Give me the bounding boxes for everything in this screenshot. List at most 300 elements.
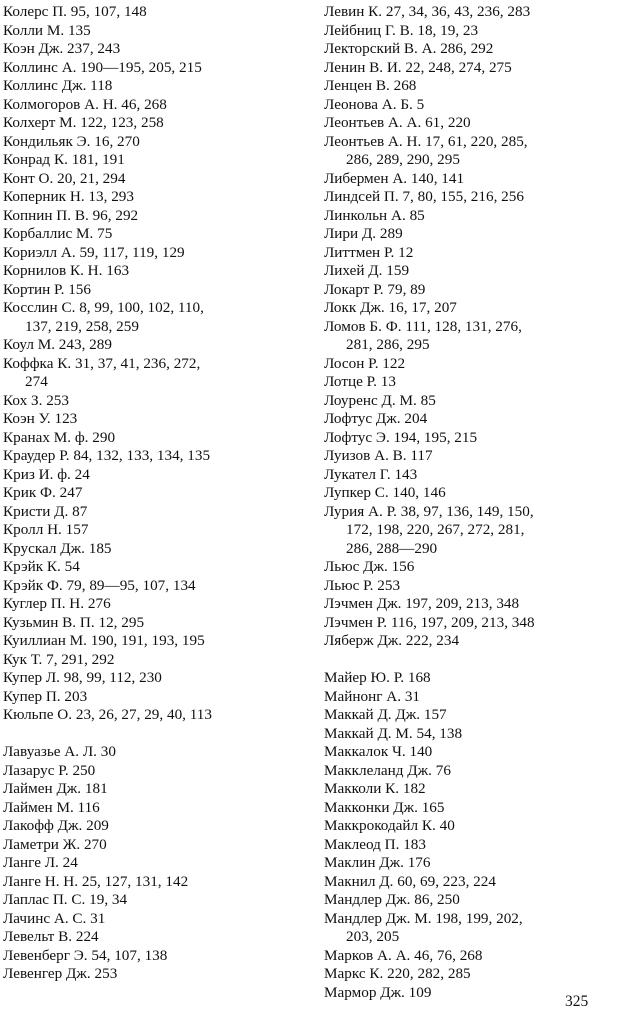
entry-pages: 222, 234 <box>405 632 460 649</box>
entry-name: Марков А. А. <box>324 946 411 964</box>
entry-name: Лихей Д. <box>324 262 383 279</box>
entry-name: Лазарус Р. <box>3 761 69 779</box>
entry-name: Леонтьев А. Н. <box>324 132 422 150</box>
index-entry <box>3 410 301 429</box>
section-gap <box>3 725 301 744</box>
index-entry <box>3 632 301 651</box>
section-gap <box>324 651 618 670</box>
entry-pages: 143 <box>394 465 418 483</box>
index-entry <box>3 910 301 929</box>
entry-pages: 140 <box>409 743 433 760</box>
index-entry <box>3 151 301 170</box>
entry-name: Лаплас П. С. <box>3 891 86 908</box>
entry-name: Крускал Дж. <box>3 539 85 557</box>
entry-pages: 25, 127, 131, 142 <box>81 872 189 890</box>
entry-name: Лосон Р. <box>324 354 379 372</box>
entry-name: Лаймен М. <box>3 798 74 816</box>
entry-name: Левенгер Дж. <box>3 965 91 982</box>
entry-pages: 95, 107, 148 <box>70 3 147 20</box>
entry-pages: 286, 288—290 <box>346 539 438 557</box>
index-entry <box>3 77 301 96</box>
index-entry <box>3 836 301 855</box>
entry-pages: 157 <box>423 706 447 723</box>
index-entry <box>324 780 618 799</box>
entry-pages: 122 <box>382 354 406 372</box>
entry-pages: 204 <box>404 410 428 427</box>
index-entry <box>324 484 618 503</box>
page-number: 325 <box>565 993 589 1010</box>
entry-pages: 270 <box>83 835 107 853</box>
index-entry <box>324 281 618 300</box>
index-entry <box>3 133 301 152</box>
entry-name: Крэйк Ф. <box>3 576 63 594</box>
entry-pages: 190, 191, 193, 195 <box>90 632 205 649</box>
index-entry <box>324 503 618 559</box>
entry-name: Краудер Р. <box>3 447 70 464</box>
index-entry <box>324 318 618 355</box>
entry-name: Макклеланд Дж. <box>324 761 432 779</box>
index-entry <box>3 817 301 836</box>
entry-name: Колмогоров А. Н. <box>3 95 118 113</box>
index-entry <box>3 262 301 281</box>
entry-name: Лупкер С. <box>324 484 389 501</box>
entry-pages: 30 <box>100 743 116 760</box>
entry-pages: 98, 99, 112, 230 <box>63 669 162 686</box>
entry-pages: 289 <box>379 225 403 242</box>
index-entry <box>3 540 301 559</box>
index-entry <box>324 59 618 78</box>
entry-pages: 54, 107, 138 <box>91 946 168 964</box>
entry-pages: 182 <box>402 780 426 797</box>
index-entry <box>3 928 301 947</box>
entry-name: Лакофф Дж. <box>3 817 83 834</box>
entry-pages: 13 <box>380 373 396 390</box>
entry-name: Криз И. ф. <box>3 465 71 483</box>
entry-pages: 168 <box>407 669 431 686</box>
index-entry <box>324 410 618 429</box>
index-entry <box>324 965 618 984</box>
index-entry <box>3 558 301 577</box>
entry-name: Маркс К. <box>324 965 384 982</box>
entry-pages: 243, 289 <box>58 336 112 353</box>
entry-pages: 109 <box>408 983 432 1001</box>
entry-pages: 194, 195, 215 <box>393 428 478 446</box>
index-entry <box>3 114 301 133</box>
entry-pages: 276 <box>87 595 111 612</box>
index-entry <box>3 466 301 485</box>
entry-pages: 122, 123, 258 <box>80 114 164 131</box>
entry-pages: 224 <box>75 928 99 945</box>
entry-pages: 157 <box>65 521 89 538</box>
entry-pages: 12, 295 <box>98 613 145 631</box>
entry-name: Локк Дж. <box>324 299 385 316</box>
entry-pages: 198, 199, 202, <box>435 909 523 927</box>
entry-pages: 87 <box>72 502 88 520</box>
index-entry <box>324 392 618 411</box>
entry-name: Кондильяк Э. <box>3 132 91 150</box>
index-entry <box>324 836 618 855</box>
entry-pages: 86, 250 <box>414 891 460 908</box>
entry-name: Коэн У. <box>3 410 51 427</box>
entry-name: Крэйк К. <box>3 558 61 575</box>
index-entry <box>324 244 618 263</box>
entry-pages: 123 <box>54 410 78 427</box>
entry-pages: 54, 138 <box>416 724 463 742</box>
entry-pages: 118 <box>90 77 113 94</box>
entry-name: Майер Ю. Р. <box>324 669 405 686</box>
entry-pages: 203, 205 <box>346 928 400 945</box>
entry-name: Лэчмен Дж. <box>324 595 402 612</box>
index-entry <box>3 503 301 522</box>
entry-name: Ланге Н. Н. <box>3 872 79 890</box>
entry-name: Льюс Р. <box>324 576 374 594</box>
index-entry <box>3 595 301 614</box>
entry-name: Лачинс А. С. <box>3 909 87 927</box>
index-entry <box>324 632 618 651</box>
entry-name: Косслин С. <box>3 299 76 316</box>
entry-pages: 135 <box>67 21 91 39</box>
entry-pages: 17, 61, 220, 285, <box>425 132 528 150</box>
entry-pages: 117 <box>410 447 433 464</box>
index-entry <box>324 96 618 115</box>
entry-name: Колерс П. <box>3 3 67 20</box>
index-entry <box>324 743 618 762</box>
entry-pages: 286, 289, 290, 295 <box>346 151 460 168</box>
entry-pages: 31, 37, 41, 236, 272, <box>74 354 201 372</box>
index-entry <box>3 577 301 596</box>
index-column-left <box>3 3 301 984</box>
entry-pages: 85 <box>409 206 425 224</box>
index-entry <box>3 891 301 910</box>
index-entry <box>324 170 618 189</box>
index-entry <box>324 799 618 818</box>
index-entry <box>3 706 301 725</box>
entry-name: Маккалок Ч. <box>324 743 406 760</box>
entry-name: Макколи К. <box>324 780 400 797</box>
entry-name: Лофтус Дж. <box>324 410 401 427</box>
index-entry <box>3 521 301 540</box>
entry-pages: 274 <box>25 373 48 390</box>
entry-pages: 137, 219, 258, 259 <box>25 317 139 335</box>
entry-name: Кориэлл А. <box>3 243 76 261</box>
entry-pages: 163 <box>106 262 130 279</box>
index-entry <box>324 947 618 966</box>
index-entry <box>324 577 618 596</box>
index-entry <box>324 891 618 910</box>
entry-pages: 209 <box>86 817 109 834</box>
index-entry <box>324 595 618 614</box>
entry-name: Коэн Дж. <box>3 40 64 57</box>
entry-name: Леонтьев А. А. <box>324 114 422 131</box>
index-entry <box>324 262 618 281</box>
entry-name: Ламетри Ж. <box>3 835 81 853</box>
entry-pages: 183 <box>403 835 426 853</box>
index-entry <box>3 965 301 984</box>
entry-name: Кох З. <box>3 391 43 409</box>
entry-name: Лекторский В. А. <box>324 40 437 57</box>
entry-name: Либермен А. <box>324 169 408 187</box>
entry-pages: 156 <box>391 558 415 575</box>
entry-name: Левельт В. <box>3 928 73 945</box>
entry-name: Лири Д. <box>324 225 377 242</box>
entry-name: Кортин Р. <box>3 280 65 298</box>
entry-pages: 24 <box>74 465 90 483</box>
entry-pages: 268 <box>393 77 417 94</box>
entry-pages: 84, 132, 133, 134, 135 <box>73 447 211 464</box>
entry-name: Лэчмен Р. <box>324 613 388 631</box>
entry-pages: 116, 197, 209, 213, 348 <box>390 613 535 631</box>
entry-pages: 13, 293 <box>88 188 134 205</box>
entry-pages: 20, 21, 294 <box>57 169 126 187</box>
entry-name: Маклин Дж. <box>324 854 404 871</box>
index-entry <box>3 244 301 263</box>
entry-name: Макконки Дж. <box>324 798 418 816</box>
entry-pages: 220, 282, 285 <box>387 965 471 982</box>
entry-name: Колхерт М. <box>3 114 77 131</box>
index-entry <box>324 688 618 707</box>
entry-pages: 111, 128, 131, 276, <box>405 317 522 335</box>
entry-name: Кук Т. <box>3 650 43 668</box>
index-entry <box>3 96 301 115</box>
entry-pages: 31 <box>90 909 106 927</box>
entry-pages: 96, 292 <box>92 206 139 224</box>
entry-pages: 7, 80, 155, 216, 256 <box>402 188 524 205</box>
index-entry <box>3 947 301 966</box>
entry-name: Маккрокодайл К. <box>324 817 436 834</box>
index-entry <box>324 725 618 744</box>
entry-name: Лофтус Э. <box>324 428 390 446</box>
index-entry <box>3 40 301 59</box>
index-entry <box>3 170 301 189</box>
index-entry <box>3 669 301 688</box>
entry-pages: 176 <box>407 854 431 871</box>
index-column-right <box>324 3 618 1002</box>
index-entry <box>3 336 301 355</box>
entry-name: Майнонг А. <box>324 687 402 705</box>
index-entry <box>3 614 301 633</box>
index-entry <box>324 40 618 59</box>
entry-name: Кристи Д. <box>3 502 69 520</box>
index-entry <box>3 484 301 503</box>
entry-name: Крик Ф. <box>3 484 56 501</box>
entry-name: Коллинс Дж. <box>3 77 87 94</box>
entry-name: Ляберж Дж. <box>324 632 403 649</box>
index-entry <box>324 225 618 244</box>
entry-pages: 19, 34 <box>89 891 128 908</box>
index-entry <box>3 799 301 818</box>
entry-pages: 8, 99, 100, 102, 110, <box>79 299 204 316</box>
entry-name: Лавуазье А. Л. <box>3 743 97 760</box>
entry-name: Коул М. <box>3 336 55 353</box>
index-entry <box>3 651 301 670</box>
entry-pages: 203 <box>64 687 88 705</box>
index-entry <box>324 873 618 892</box>
index-entry <box>3 281 301 300</box>
entry-name: Кюльпе О. <box>3 706 73 723</box>
entry-pages: 27, 34, 36, 43, 236, 283 <box>385 3 531 20</box>
entry-pages: 60, 69, 223, 224 <box>397 872 496 890</box>
index-entry <box>324 466 618 485</box>
entry-name: Маккай Д. Дж. <box>324 706 421 723</box>
index-entry <box>324 355 618 374</box>
index-entry <box>3 188 301 207</box>
entry-pages: 76 <box>435 761 451 779</box>
entry-name: Ленцен В. <box>324 77 390 94</box>
entry-pages: 22, 248, 274, 275 <box>405 58 512 76</box>
index-entry <box>324 373 618 392</box>
entry-name: Лоуренс Д. М. <box>324 391 417 409</box>
entry-name: Ломов Б. Ф. <box>324 317 402 335</box>
entry-name: Макнил Д. <box>324 872 394 890</box>
entry-name: Луизов А. В. <box>324 447 407 464</box>
entry-name: Куиллиан М. <box>3 632 87 649</box>
entry-pages: 79, 89—95, 107, 134 <box>66 576 196 594</box>
entry-name: Левин К. <box>324 3 383 20</box>
entry-name: Корбаллис М. <box>3 225 94 242</box>
index-entry <box>3 873 301 892</box>
entry-pages: 247 <box>59 484 83 501</box>
entry-name: Мандлер Дж. М. <box>324 909 432 927</box>
entry-name: Конрад К. <box>3 151 68 168</box>
entry-name: Кранах М. ф. <box>3 428 89 446</box>
index-entry <box>3 743 301 762</box>
entry-pages: 181, 191 <box>71 151 125 168</box>
index-entry <box>324 910 618 947</box>
index-entry <box>324 762 618 781</box>
entry-name: Колли М. <box>3 21 65 39</box>
entry-pages: 46, 76, 268 <box>414 946 483 964</box>
entry-pages: 5 <box>416 95 425 113</box>
index-entry <box>324 817 618 836</box>
entry-pages: 79, 89 <box>387 280 426 298</box>
index-entry <box>3 688 301 707</box>
index-entry <box>3 762 301 781</box>
entry-pages: 290 <box>92 428 116 446</box>
entry-pages: 190—195, 205, 215 <box>80 58 202 76</box>
index-entry <box>324 854 618 873</box>
entry-name: Лукател Г. <box>324 465 391 483</box>
entry-pages: 159 <box>386 262 410 279</box>
index-entry <box>324 207 618 226</box>
entry-pages: 253 <box>46 391 69 409</box>
entry-pages: 116 <box>77 798 100 816</box>
entry-pages: 140, 141 <box>410 169 465 187</box>
index-entry <box>3 854 301 873</box>
index-entry <box>324 114 618 133</box>
entry-pages: 31 <box>404 687 420 705</box>
index-entry <box>324 669 618 688</box>
index-entry <box>324 3 618 22</box>
entry-pages: 46, 268 <box>121 95 167 113</box>
entry-name: Линдсей П. <box>324 188 399 205</box>
entry-name: Мандлер Дж. <box>324 891 411 908</box>
index-entry <box>324 558 618 577</box>
entry-pages: 85 <box>420 391 436 409</box>
entry-pages: 140, 146 <box>392 484 446 501</box>
index-entry <box>3 59 301 78</box>
entry-pages: 23, 26, 27, 29, 40, 113 <box>75 706 212 723</box>
entry-pages: 172, 198, 220, 267, 272, 281, <box>346 521 525 538</box>
entry-pages: 61, 220 <box>425 114 471 131</box>
entry-pages: 156 <box>68 280 91 298</box>
entry-name: Кузьмин В. П. <box>3 613 95 631</box>
index-entry <box>3 225 301 244</box>
entry-pages: 16, 270 <box>94 132 140 150</box>
index-entry <box>324 614 618 633</box>
entry-pages: 237, 243 <box>67 40 121 57</box>
entry-name: Коллинс А. <box>3 58 77 76</box>
index-entry <box>324 706 618 725</box>
index-entry <box>3 392 301 411</box>
entry-name: Конт О. <box>3 169 54 187</box>
entry-name: Льюс Дж. <box>324 558 388 575</box>
entry-pages: 54 <box>64 558 80 575</box>
index-entry <box>3 22 301 41</box>
index-entry <box>3 447 301 466</box>
entry-pages: 165 <box>421 798 445 816</box>
entry-name: Корнилов К. Н. <box>3 262 103 279</box>
entry-pages: 185 <box>88 539 112 557</box>
index-entry <box>324 77 618 96</box>
entry-pages: 12 <box>398 243 414 261</box>
entry-pages: 59, 117, 119, 129 <box>79 243 185 261</box>
entry-name: Куглер П. Н. <box>3 595 85 612</box>
entry-pages: 286, 292 <box>440 40 494 57</box>
index-entry <box>3 207 301 226</box>
entry-pages: 7, 291, 292 <box>46 650 115 668</box>
entry-name: Мармор Дж. <box>324 983 405 1001</box>
entry-name: Ланге Л. <box>3 854 59 871</box>
entry-name: Коффка К. <box>3 354 72 372</box>
entry-pages: 18, 19, 23 <box>417 21 479 39</box>
index-entry <box>3 299 301 336</box>
entry-name: Лаймен Дж. <box>3 780 82 797</box>
entry-name: Кролл Н. <box>3 521 62 538</box>
entry-name: Леонова А. Б. <box>324 95 413 113</box>
index-entry <box>324 429 618 448</box>
entry-name: Маккай Д. М. <box>324 724 413 742</box>
entry-name: Левенберг Э. <box>3 946 88 964</box>
entry-pages: 75 <box>97 225 113 242</box>
entry-pages: 281, 286, 295 <box>346 336 430 353</box>
entry-pages: 38, 97, 136, 149, 150, <box>400 502 534 520</box>
entry-name: Лурия А. Р. <box>324 502 397 520</box>
entry-name: Линкольн А. <box>324 206 406 224</box>
entry-pages: 253 <box>94 965 118 982</box>
entry-name: Копнин П. В. <box>3 206 89 224</box>
index-entry <box>3 355 301 392</box>
entry-pages: 40 <box>439 817 455 834</box>
entry-pages: 181 <box>84 780 108 797</box>
entry-name: Ленин В. И. <box>324 58 402 76</box>
entry-name: Коперник Н. <box>3 188 85 205</box>
entry-name: Купер П. <box>3 687 61 705</box>
index-entry <box>3 780 301 799</box>
entry-name: Лотце Р. <box>324 373 377 390</box>
index-entry <box>324 133 618 170</box>
index-entry <box>3 429 301 448</box>
entry-pages: 24 <box>62 854 78 871</box>
entry-name: Лейбниц Г. В. <box>324 21 414 39</box>
index-entry <box>324 188 618 207</box>
entry-name: Купер Л. <box>3 669 60 686</box>
index-entry <box>324 299 618 318</box>
index-entry <box>324 447 618 466</box>
entry-name: Маклеод П. <box>324 835 400 853</box>
entry-name: Литтмен Р. <box>324 243 395 261</box>
entry-name: Локарт Р. <box>324 280 384 298</box>
index-entry <box>3 3 301 22</box>
